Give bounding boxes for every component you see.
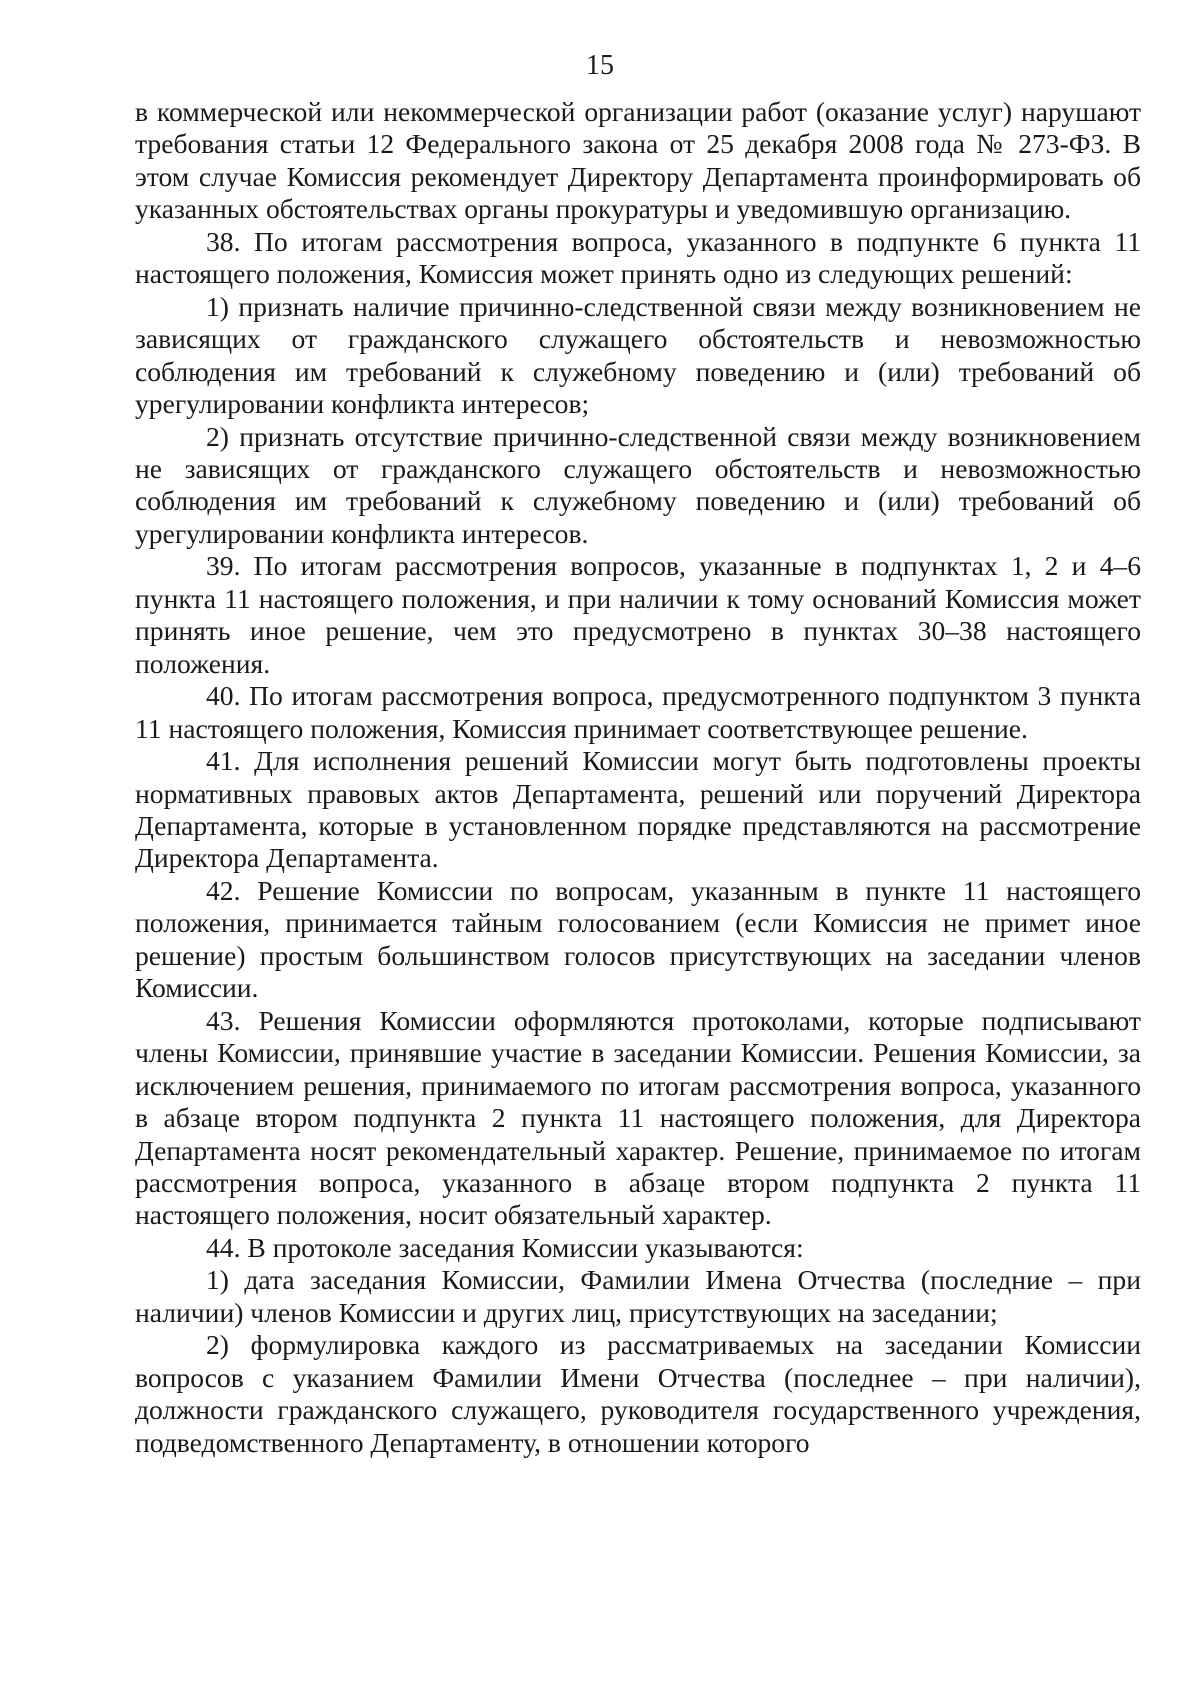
- paragraph-38-item-2: 2) признать отсутствие причинно-следственной связи между возникновением не зависящих от гражданского служащего обстоятельств и невозможностью соблюдения им требований к служебному поведению и (или) требований об урегулировании конфликта интересов.: [135, 420, 1141, 549]
- paragraph-41: 41. Для исполнения решений Комиссии могут быть подготовлены проекты нормативных правовых актов Департамента, решений или поручений Директора Департамента, которые в установленном порядке представляются на рассмотрение Директора Департамента.: [135, 745, 1141, 874]
- paragraph-38: 38. По итогам рассмотрения вопроса, указанного в подпункте 6 пункта 11 настоящего положения, Комиссия может принять одно из следующих решений:: [135, 225, 1141, 290]
- paragraph-39: 39. По итогам рассмотрения вопросов, указанные в подпунктах 1, 2 и 4–6 пункта 11 настоящего положения, и при наличии к тому оснований Комиссия может принять иное решение, чем это предусмотрено в пунктах 30–38 настоящего положения.: [135, 550, 1141, 679]
- paragraph-44-item-1: 1) дата заседания Комиссии, Фамилии Имена Отчества (последние – при наличии) членов Комиссии и других лиц, присутствующих на заседании;: [135, 1264, 1141, 1328]
- paragraph-continuation: в коммерческой или некоммерческой организации работ (оказание услуг) нарушают требования статьи 12 Федерального закона от 25 декабря 2008 года № 273-ФЗ. В этом случае Комиссия рекомендует Директору Департамента проинформировать об указанных обстоятельствах органы прокуратуры и уведомившую организацию.: [135, 96, 1141, 225]
- paragraph-44-item-2: 2) формулировка каждого из рассматриваемых на заседании Комиссии вопросов с указанием Фамилии Имени Отчества (последнее – при наличии), должности гражданского служащего, руководителя государственного учреждения, подведомственного Департаменту, в отношении которого: [135, 1329, 1141, 1458]
- paragraph-43: 43. Решения Комиссии оформляются протоколами, которые подписывают члены Комиссии, принявшие участие в заседании Комиссии. Решения Комиссии, за исключением решения, принимаемого по итогам рассмотрения вопроса, указанного в абзаце втором подпункта 2 пункта 11 настоящего положения, для Директора Департамента носят рекомендательный характер. Решение, принимаемое по итогам рассмотрения вопроса, указанного в абзаце втором подпункта 2 пункта 11 настоящего положения, носит обязательный характер.: [135, 1004, 1141, 1231]
- page-number: 15: [586, 50, 614, 81]
- paragraph-44: 44. В протоколе заседания Комиссии указываются:: [206, 1231, 804, 1263]
- document-body: [135, 96, 1141, 1459]
- paragraph-42: 42. Решение Комиссии по вопросам, указанным в пункте 11 настоящего положения, принимается тайным голосованием (если Комиссия не примет иное решение) простым большинством голосов присутствующих на заседании членов Комиссии.: [135, 874, 1141, 1004]
- paragraph-38-item-1: 1) признать наличие причинно-следственной связи между возникновением не зависящих от гражданского служащего обстоятельств и невозможностью соблюдения им требований к служебному поведению и (или) требований об урегулировании конфликта интересов;: [135, 290, 1141, 420]
- paragraph-40: 40. По итогам рассмотрения вопроса, предусмотренного подпунктом 3 пункта 11 настоящего положения, Комиссия принимает соответствующее решение.: [135, 680, 1141, 744]
